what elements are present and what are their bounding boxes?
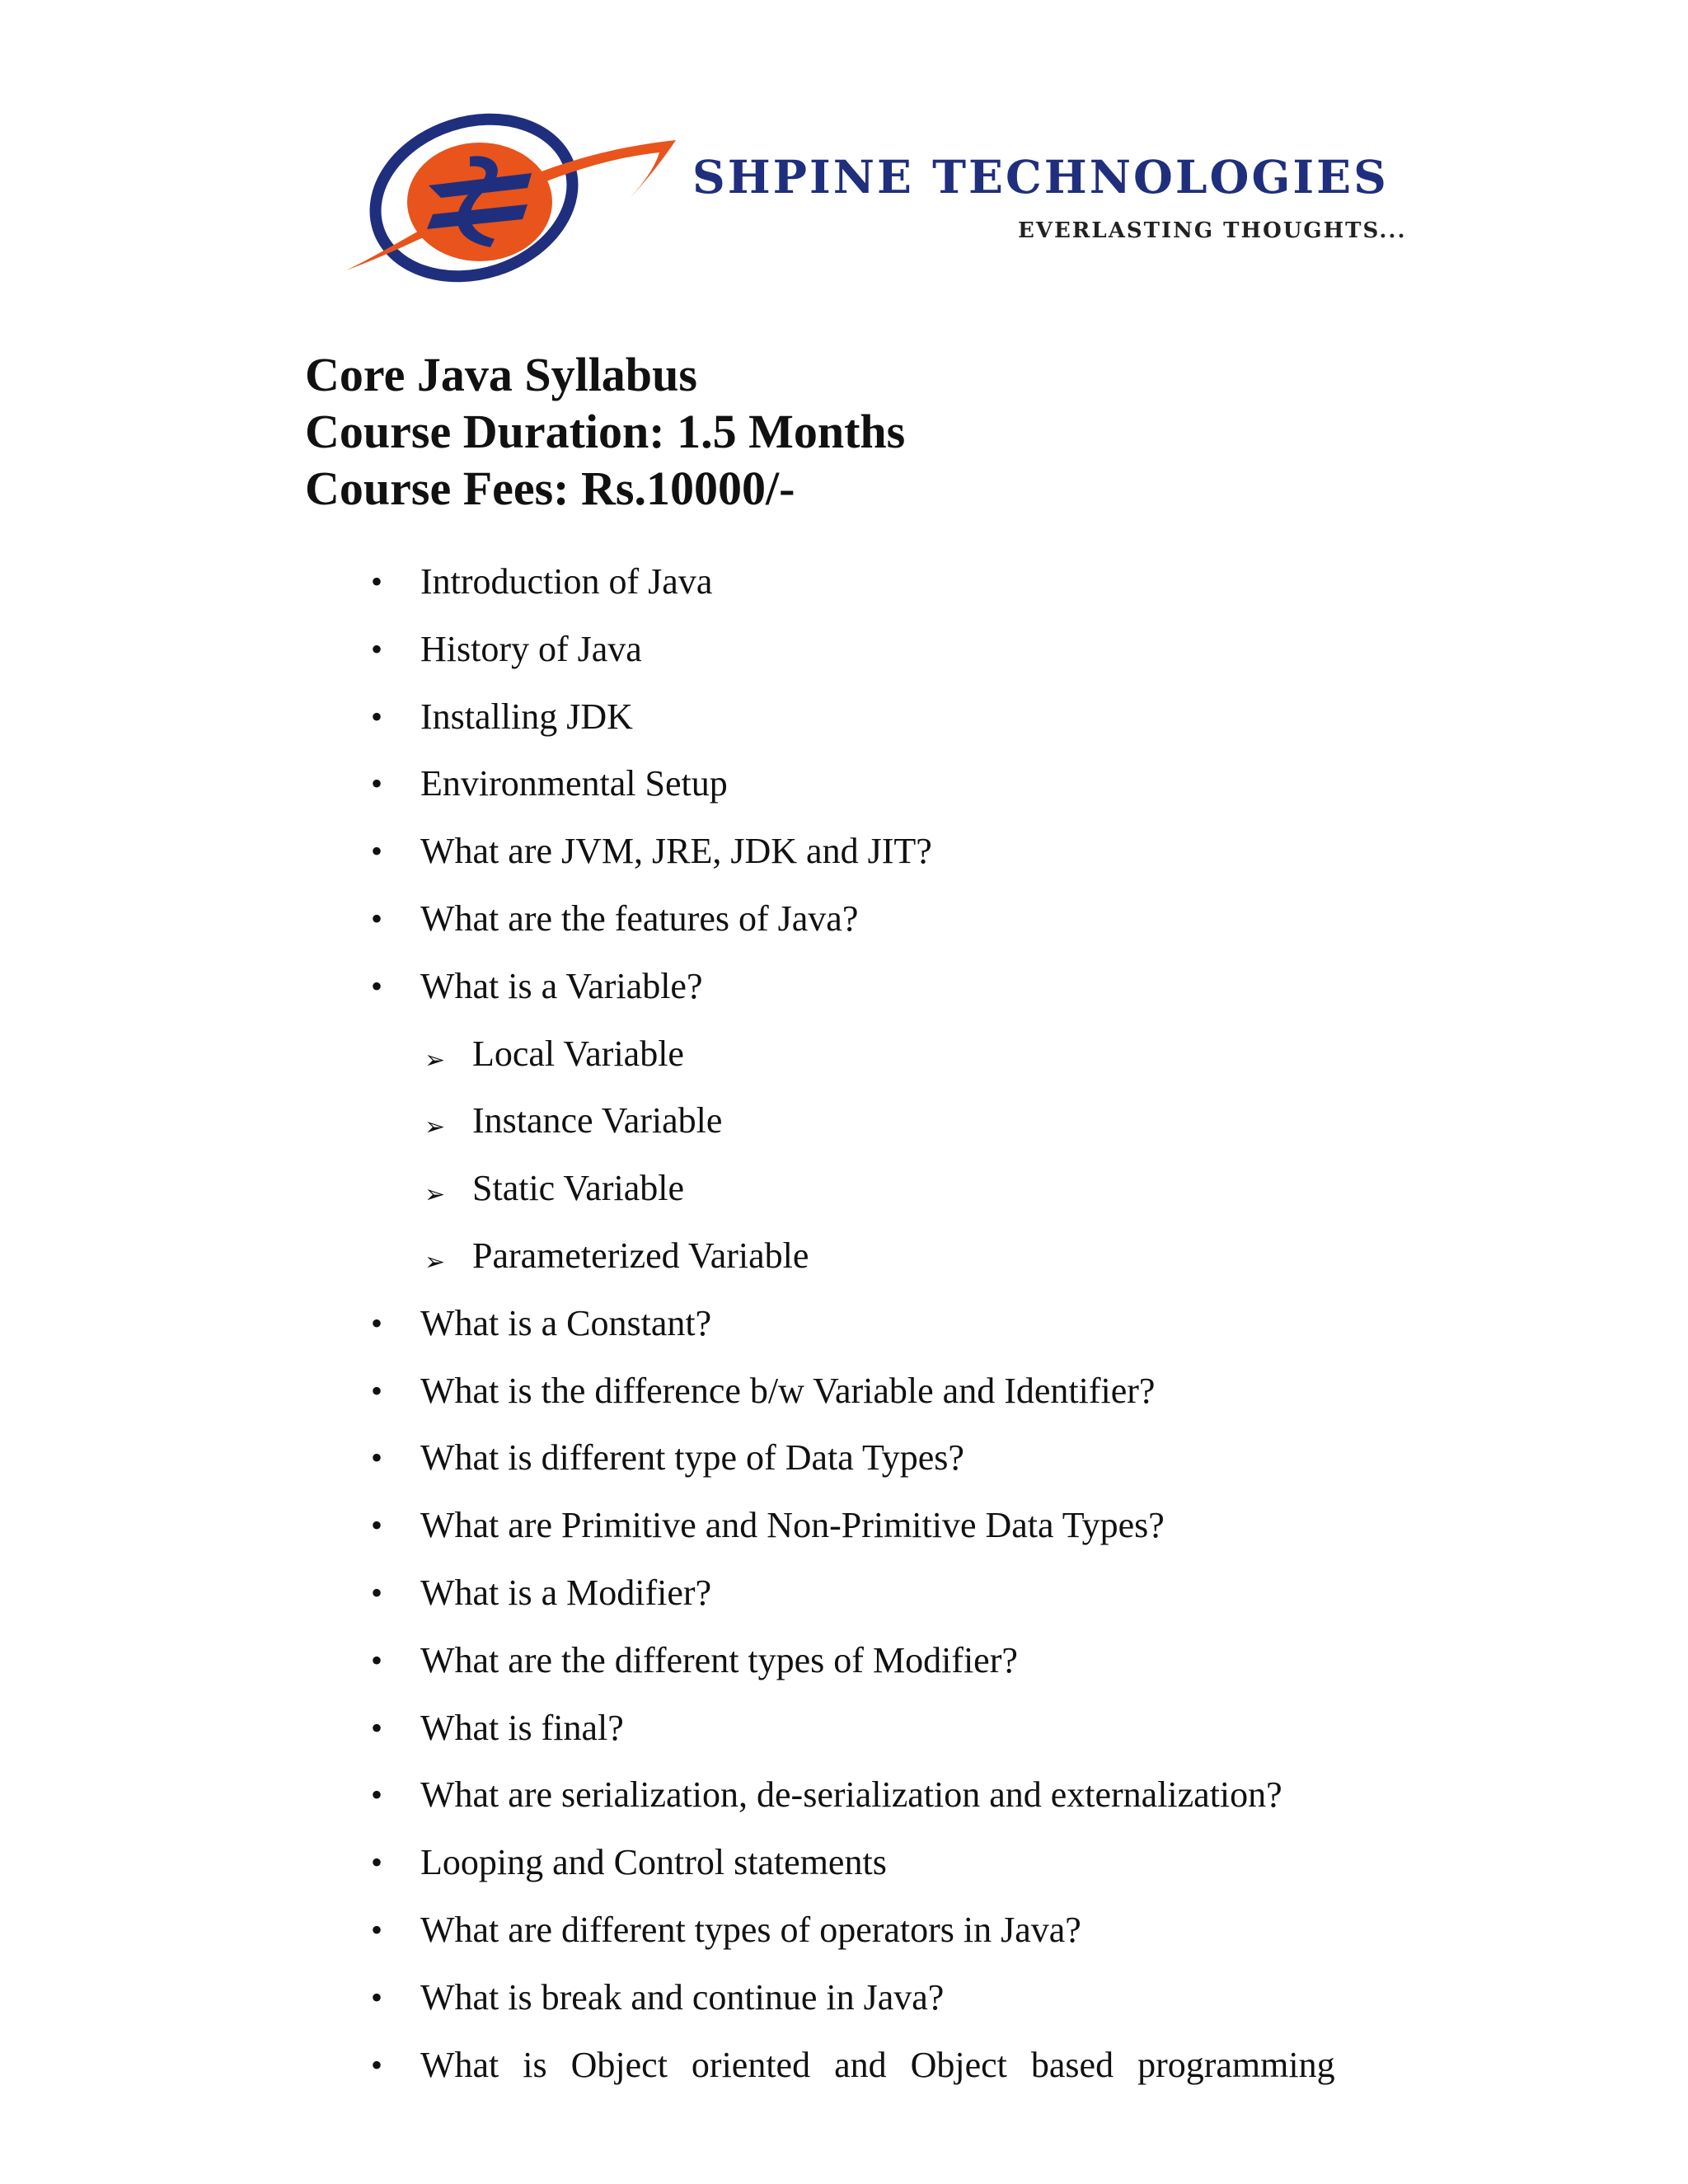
bullet-icon: • [371, 765, 383, 802]
bullet-icon: • [371, 832, 383, 869]
list-item-text: What is different type of Data Types? [420, 1437, 964, 1478]
list-item-text: What are the different types of Modifier? [420, 1640, 1018, 1680]
bullet-icon: • [371, 1305, 383, 1342]
bullet-icon: • [371, 1979, 383, 2016]
list-item-text: History of Java [420, 629, 642, 669]
list-item-text: Parameterized Variable [472, 1235, 809, 1276]
bullet-icon: • [371, 968, 383, 1005]
company-tagline: EVERLASTING THOUGHTS... [1018, 218, 1407, 243]
bullet-icon: • [371, 1844, 383, 1881]
header [330, 107, 1500, 284]
arrow-bullet-icon: ➢ [424, 1113, 446, 1141]
bullet-icon: • [371, 698, 383, 735]
list-item-text: What are the features of Java? [420, 898, 859, 939]
list-item-text: What are Primitive and Non-Primitive Data Types? [420, 1505, 1165, 1545]
bullet-icon: • [371, 1709, 383, 1746]
list-item-text: Looping and Control statements [420, 1842, 887, 1882]
company-name: SHPINE TECHNOLOGIES [692, 150, 1389, 204]
list-item-text: Instance Variable [472, 1100, 723, 1141]
syllabus-title: Core Java Syllabus [305, 348, 697, 401]
list-item-text: Local Variable [472, 1033, 684, 1074]
bullet-icon: • [371, 563, 383, 600]
bullet-icon: • [371, 1642, 383, 1679]
course-duration: Course Duration: 1.5 Months [305, 405, 906, 458]
list-item-text: Introduction of Java [420, 561, 713, 602]
list-item-text: What are serialization, de-serialization and externalization? [420, 1774, 1282, 1815]
bullet-icon: • [371, 1776, 383, 1813]
company-logo-icon [330, 107, 684, 284]
list-item-text: What is Object oriented and Object based programming [420, 2045, 1335, 2085]
bullet-icon: • [371, 1372, 383, 1409]
arrow-bullet-icon: ➢ [424, 1248, 446, 1277]
bullet-icon: • [371, 900, 383, 937]
list-item-text: What are different types of operators in Java? [420, 1910, 1081, 1950]
course-titles [305, 346, 905, 517]
bullet-icon: • [371, 1507, 383, 1544]
list-item-text: Environmental Setup [420, 763, 728, 804]
arrow-bullet-icon: ➢ [424, 1046, 446, 1075]
course-fees: Course Fees: Rs.10000/- [305, 462, 795, 515]
list-item-text: What is break and continue in Java? [420, 1977, 945, 2018]
list-item-text: Static Variable [472, 1168, 684, 1208]
bullet-icon: • [371, 630, 383, 668]
list-item-text: What is final? [420, 1708, 624, 1748]
list-item-text: What is a Modifier? [420, 1572, 712, 1613]
bullet-icon: • [371, 2046, 383, 2083]
arrow-bullet-icon: ➢ [424, 1180, 446, 1209]
list-item-text: Installing JDK [420, 696, 633, 737]
bullet-icon: • [371, 1439, 383, 1476]
bullet-icon: • [371, 1911, 383, 1948]
list-item-text: What is the difference b/w Variable and Identifier? [420, 1371, 1156, 1411]
list-item-text: What are JVM, JRE, JDK and JIT? [420, 831, 932, 871]
list-item-text: What is a Constant? [420, 1303, 712, 1343]
list-item-text: What is a Variable? [420, 966, 703, 1006]
bullet-icon: • [371, 1574, 383, 1611]
